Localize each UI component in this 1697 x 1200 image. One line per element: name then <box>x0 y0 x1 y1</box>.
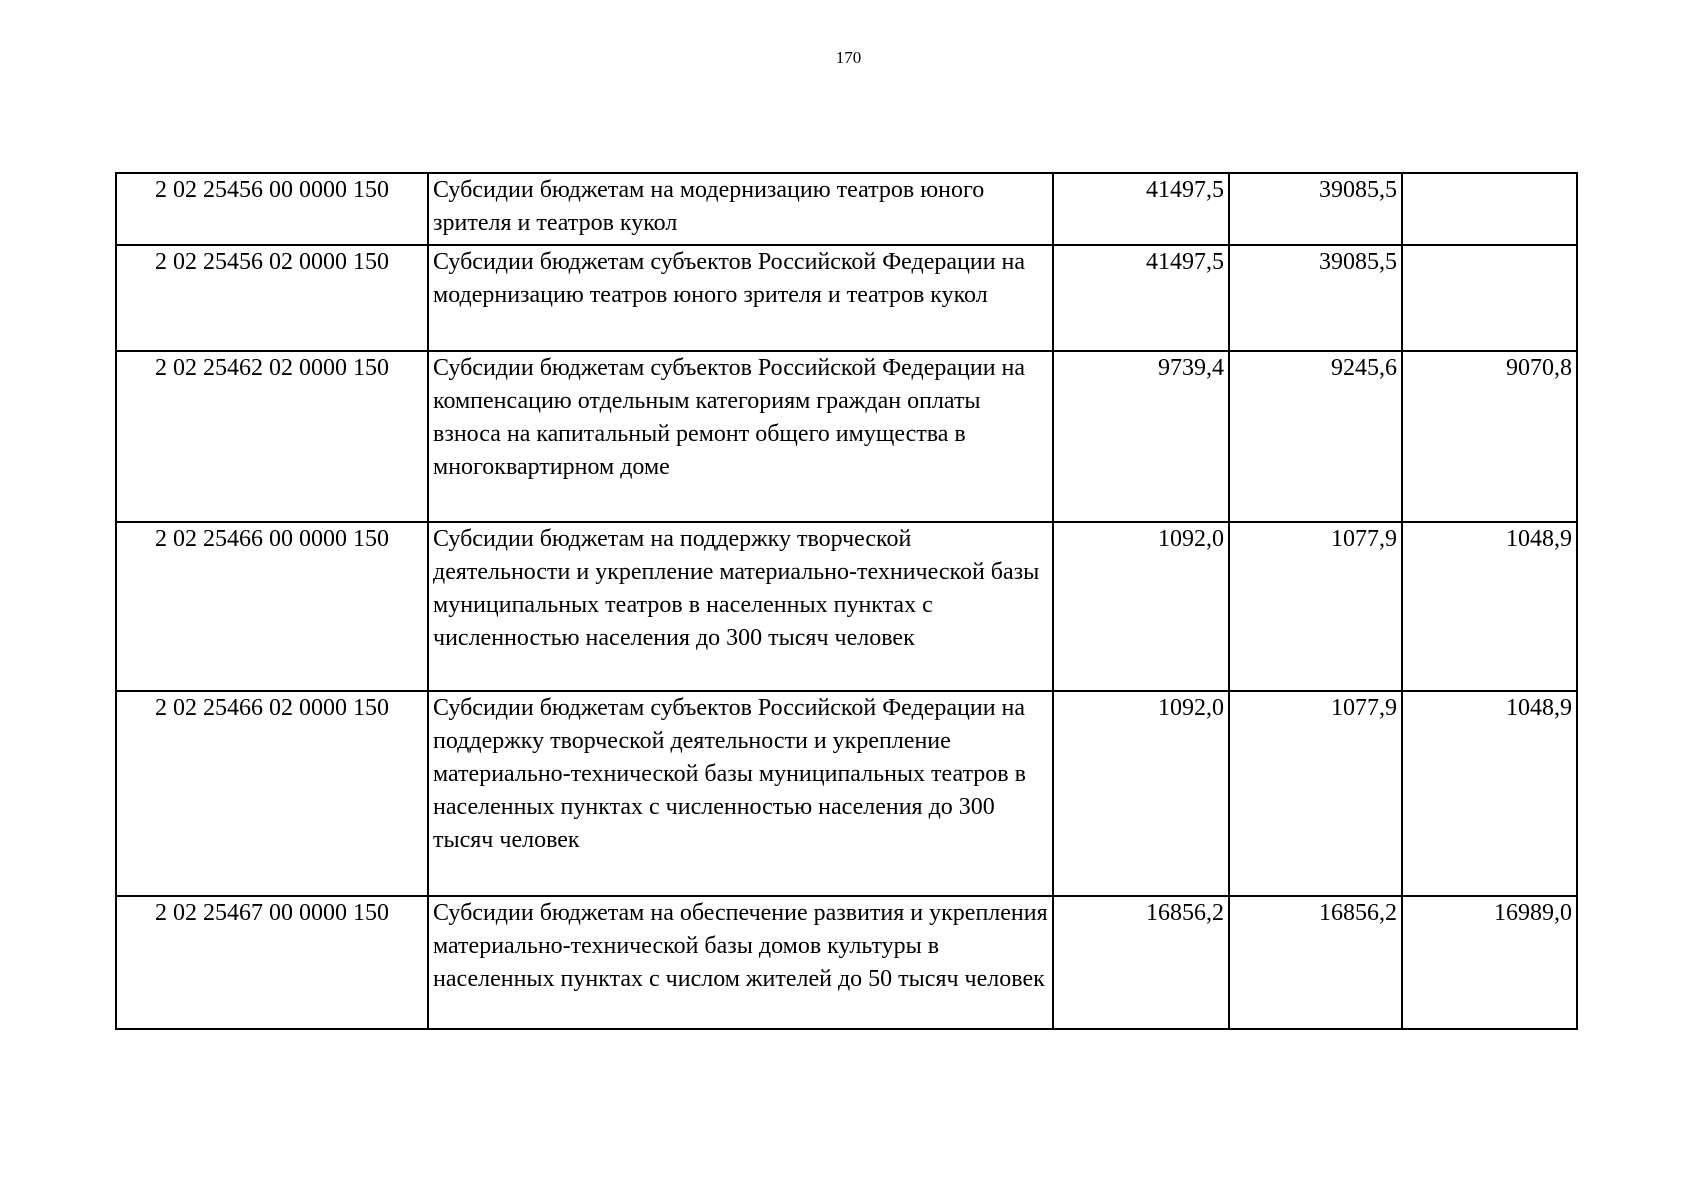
description-cell: Субсидии бюджетам субъектов Российской Федерации на поддержку творческой деятельности и укрепление материально-технической базы муниципальных театров в населенных пунктах с численностью населения до 300 тысяч человек <box>428 691 1053 896</box>
value-cell: 9245,6 <box>1229 351 1402 522</box>
description-cell: Субсидии бюджетам на поддержку творческой деятельности и укрепление материально-технической базы муниципальных театров в населенных пунктах с численностью населения до 300 тысяч человек <box>428 522 1053 691</box>
budget-code-cell: 2 02 25466 02 0000 150 <box>116 691 428 896</box>
description-cell: Субсидии бюджетам на обеспечение развития и укрепления материально-технической базы домов культуры в населенных пунктах с числом жителей до 50 тысяч человек <box>428 896 1053 1029</box>
table-row <box>116 896 1577 1029</box>
value-cell: 1077,9 <box>1229 691 1402 896</box>
description-cell: Субсидии бюджетам субъектов Российской Федерации на компенсацию отдельным категориям граждан оплаты взноса на капитальный ремонт общего имущества в многоквартирном доме <box>428 351 1053 522</box>
value-cell: 39085,5 <box>1229 173 1402 245</box>
value-cell: 1048,9 <box>1402 691 1577 896</box>
value-cell: 41497,5 <box>1053 173 1229 245</box>
value-cell: 1077,9 <box>1229 522 1402 691</box>
value-cell: 16989,0 <box>1402 896 1577 1029</box>
value-cell: 41497,5 <box>1053 245 1229 351</box>
budget-code-cell: 2 02 25467 00 0000 150 <box>116 896 428 1029</box>
page-number: 170 <box>835 48 862 67</box>
value-cell: 16856,2 <box>1229 896 1402 1029</box>
value-cell <box>1402 173 1577 245</box>
budget-code-cell: 2 02 25462 02 0000 150 <box>116 351 428 522</box>
budget-code-cell: 2 02 25456 00 0000 150 <box>116 173 428 245</box>
value-cell: 9739,4 <box>1053 351 1229 522</box>
value-cell: 1092,0 <box>1053 522 1229 691</box>
description-cell: Субсидии бюджетам на модернизацию театров юного зрителя и театров кукол <box>428 173 1053 245</box>
value-cell: 9070,8 <box>1402 351 1577 522</box>
table-row <box>116 691 1577 896</box>
table-row <box>116 245 1577 351</box>
table-row <box>116 522 1577 691</box>
budget-code-cell: 2 02 25466 00 0000 150 <box>116 522 428 691</box>
budget-code-cell: 2 02 25456 02 0000 150 <box>116 245 428 351</box>
table-row <box>116 173 1577 245</box>
value-cell: 1048,9 <box>1402 522 1577 691</box>
value-cell <box>1402 245 1577 351</box>
value-cell: 16856,2 <box>1053 896 1229 1029</box>
table-row <box>116 351 1577 522</box>
value-cell: 1092,0 <box>1053 691 1229 896</box>
description-cell: Субсидии бюджетам субъектов Российской Федерации на модернизацию театров юного зрителя и театров кукол <box>428 245 1053 351</box>
value-cell: 39085,5 <box>1229 245 1402 351</box>
budget-table <box>115 172 1578 1030</box>
